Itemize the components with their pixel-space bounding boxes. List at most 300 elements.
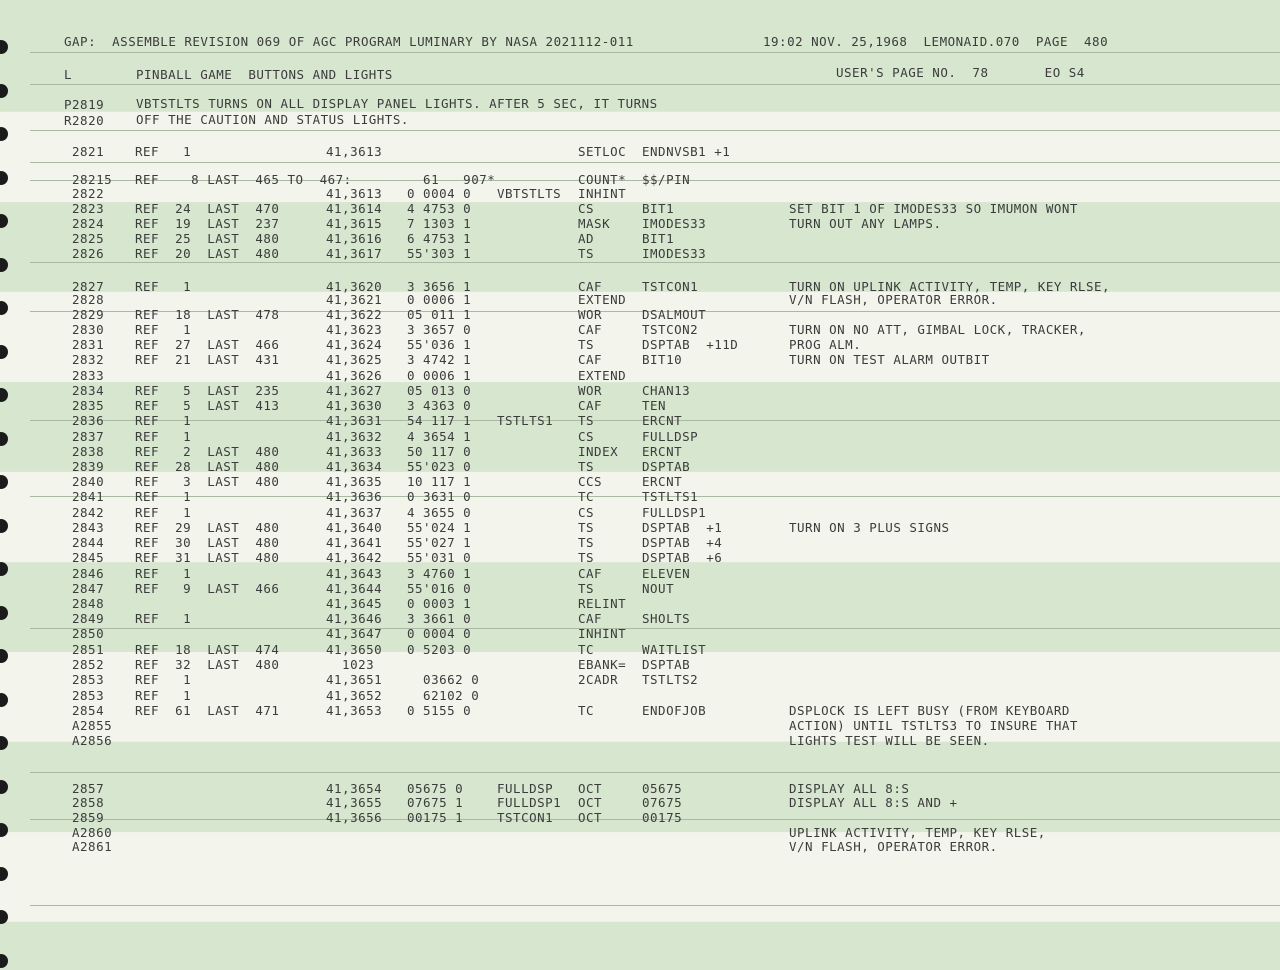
operand: TSTCON1 [642,279,699,294]
operand: ELEVEN [642,566,691,581]
line-number: 2841 [72,489,105,504]
listing-row [0,368,1280,383]
opcode: CAF [578,566,603,581]
operand: BIT1 [642,201,675,216]
comment: DISPLAY ALL 8:S [789,781,910,796]
listing-row [0,231,1280,246]
reference-info: REF 1 [135,429,192,444]
octal-code: 0 0004 0 [407,186,472,201]
feed-hole [0,910,8,924]
opcode: TS [578,246,595,261]
comment: SET BIT 1 OF IMODES33 SO IMUMON WONT [789,201,1078,216]
reference-info: REF 1 [135,413,192,428]
listing-row [0,337,1280,352]
reference-info: REF 21 LAST 431 [135,352,280,367]
opcode: OCT [578,795,603,810]
octal-code: 4 3654 1 [407,429,472,444]
listing-row [0,535,1280,550]
address: 41,3650 [326,642,383,657]
octal-code: 3 4363 0 [407,398,472,413]
octal-code: 00175 1 [407,810,464,825]
listing-row [0,839,1280,854]
address: 41,3620 [326,279,383,294]
address: 41,3630 [326,398,383,413]
address: 41,3646 [326,611,383,626]
opcode: COUNT* [578,172,627,187]
comment: PROG ALM. [789,337,862,352]
operand: FULLDSP [642,429,699,444]
opcode: CAF [578,398,603,413]
listing-row [0,718,1280,733]
address: 41,3635 [326,474,383,489]
listing-row [0,781,1280,796]
line-number: 2830 [72,322,105,337]
listing-row [0,642,1280,657]
opcode: CAF [578,322,603,337]
label: TSTCON1 [497,810,554,825]
line-number: 2848 [72,596,105,611]
line-number: 2854 [72,703,105,718]
listing-row [0,825,1280,840]
reference-info: REF 1 [135,505,192,520]
octal-code: 55'036 1 [407,337,472,352]
comment: DISPLAY ALL 8:S AND + [789,795,958,810]
octal-code: 4 4753 0 [407,201,472,216]
ruled-line [30,130,1280,131]
ruled-line [30,262,1280,263]
address: 41,3613 [326,144,383,159]
comment: LIGHTS TEST WILL BE SEEN. [789,733,990,748]
opcode: CS [578,429,595,444]
opcode: CS [578,201,595,216]
reference-info: REF 24 LAST 470 [135,201,280,216]
opcode: TC [578,642,595,657]
header-listing-marker: L [64,67,73,82]
reference-info: REF 18 LAST 478 [135,307,280,322]
reference-info: REF 25 LAST 480 [135,231,280,246]
ruled-line [30,52,1280,53]
operand: TSTCON2 [642,322,699,337]
reference-info: REF 5 LAST 413 [135,398,280,413]
header-user-page: USER'S PAGE NO. 78 EO S4 [836,65,1085,80]
line-number: 2826 [72,246,105,261]
opcode: EBANK= [578,657,627,672]
opcode: OCT [578,810,603,825]
operand: ERCNT [642,413,683,428]
reference-info: REF 1 [135,611,192,626]
listing-row [0,429,1280,444]
address: 41,3637 [326,505,383,520]
opcode: TS [578,459,595,474]
line-number: 2835 [72,398,105,413]
operand: DSPTAB +11D [642,337,739,352]
feed-hole [0,954,8,968]
operand: ERCNT [642,474,683,489]
listing-row [0,810,1280,825]
listing-row [0,474,1280,489]
octal-code: 3 3657 0 [407,322,472,337]
comment: DSPLOCK IS LEFT BUSY (FROM KEYBOARD [789,703,1070,718]
reference-info: REF 5 LAST 235 [135,383,280,398]
octal-code: 05675 0 [407,781,464,796]
address: 41,3640 [326,520,383,535]
opcode: TS [578,550,595,565]
opcode: INHINT [578,626,627,641]
listing-row [0,505,1280,520]
operand: 07675 [642,795,683,810]
line-number: A2856 [72,733,113,748]
line-number: 2850 [72,626,105,641]
label: VBTSTLTS [497,186,562,201]
opcode: TC [578,489,595,504]
operand: FULLDSP1 [642,505,707,520]
address: 41,3652 [326,688,383,703]
reference-info: REF 1 [135,489,192,504]
listing-row [0,383,1280,398]
feed-hole [0,867,8,881]
line-number: 2859 [72,810,105,825]
operand: DSPTAB [642,459,691,474]
address: 41,3632 [326,429,383,444]
address: 41,3645 [326,596,383,611]
line-number: 2833 [72,368,105,383]
line-number: 2842 [72,505,105,520]
reference-info: REF 1 [135,688,192,703]
octal-code: 0 3631 0 [407,489,472,504]
octal-code: 6 4753 1 [407,231,472,246]
listing-row [0,444,1280,459]
octal-code: 55'031 0 [407,550,472,565]
listing-row [0,201,1280,216]
operand: DSPTAB +6 [642,550,723,565]
line-number: 2853 [72,672,105,687]
line-number: 2829 [72,307,105,322]
comment: V/N FLASH, OPERATOR ERROR. [789,292,998,307]
ruled-line [30,772,1280,773]
feed-hole [0,127,8,141]
comment: TURN ON UPLINK ACTIVITY, TEMP, KEY RLSE, [789,279,1111,294]
intro-comment: VBTSTLTS TURNS ON ALL DISPLAY PANEL LIGHTS. AFTER 5 SEC, IT TURNS [136,96,658,111]
address: 41,3656 [326,810,383,825]
comment: TURN ON 3 PLUS SIGNS [789,520,950,535]
listing-row [0,566,1280,581]
octal-code: 55'027 1 [407,535,472,550]
octal-code: 3 4760 1 [407,566,472,581]
label: FULLDSP [497,781,554,796]
operand: IMODES33 [642,246,707,261]
opcode: EXTEND [578,368,627,383]
address: 41,3631 [326,413,383,428]
operand: ENDNVSB1 +1 [642,144,731,159]
listing-row [0,246,1280,261]
line-number: 2847 [72,581,105,596]
opcode: TS [578,535,595,550]
address: 41,3617 [326,246,383,261]
line-number: A2860 [72,825,113,840]
listing-row [0,550,1280,565]
opcode: TS [578,520,595,535]
opcode: SETLOC [578,144,627,159]
operand: TSTLTS2 [642,672,699,687]
line-number: A2855 [72,718,113,733]
line-number: 2857 [72,781,105,796]
octal-code: 3 3661 0 [407,611,472,626]
label: FULLDSP1 [497,795,562,810]
comment: ACTION) UNTIL TSTLTS3 TO INSURE THAT [789,718,1078,733]
listing-row [0,596,1280,611]
octal-code: 4 3655 0 [407,505,472,520]
operand: BIT10 [642,352,683,367]
opcode: TS [578,413,595,428]
listing-row [0,733,1280,748]
address: 41,3643 [326,566,383,581]
feed-hole [0,40,8,54]
opcode: CAF [578,611,603,626]
line-number: A2861 [72,839,113,854]
operand: 00175 [642,810,683,825]
address: 41,3625 [326,352,383,367]
octal-code: 7 1303 1 [407,216,472,231]
line-number: 2831 [72,337,105,352]
octal-code: 0 0006 1 [407,368,472,383]
reference-info: REF 61 LAST 471 [135,703,280,718]
intro-line-number: P2819 [64,97,105,112]
line-number: 2838 [72,444,105,459]
address: 41,3642 [326,550,383,565]
comment: TURN ON NO ATT, GIMBAL LOCK, TRACKER, [789,322,1086,337]
line-number: 2843 [72,520,105,535]
address: 41,3647 [326,626,383,641]
reference-info: REF 9 LAST 466 [135,581,280,596]
octal-code: 0 0006 1 [407,292,472,307]
operand: DSALMOUT [642,307,707,322]
address: 41,3614 [326,201,383,216]
octal-code: 05 011 1 [407,307,472,322]
reference-info: REF 1 [135,144,192,159]
address: 41,3633 [326,444,383,459]
operand: SHOLTS [642,611,691,626]
comment: TURN ON TEST ALARM OUTBIT [789,352,990,367]
reference-info: REF 1 [135,672,192,687]
opcode: CAF [578,279,603,294]
listing-row [0,520,1280,535]
operand: TEN [642,398,667,413]
listing-row [0,352,1280,367]
listing-row [0,688,1280,703]
address: 41,3641 [326,535,383,550]
opcode: TC [578,703,595,718]
line-number: 2844 [72,535,105,550]
opcode: INDEX [578,444,619,459]
operand: BIT1 [642,231,675,246]
octal-code: 55'024 1 [407,520,472,535]
octal-code: 0 5155 0 [407,703,472,718]
listing-row [0,216,1280,231]
opcode: TS [578,337,595,352]
line-number: 2852 [72,657,105,672]
octal-code: 0 0004 0 [407,626,472,641]
reference-info: REF 32 LAST 480 [135,657,280,672]
reference-info: REF 29 LAST 480 [135,520,280,535]
octal-code: 07675 1 [407,795,464,810]
address: 41,3634 [326,459,383,474]
operand: DSPTAB +1 [642,520,723,535]
octal-code: 10 117 1 [407,474,472,489]
opcode: CS [578,505,595,520]
line-number: 2851 [72,642,105,657]
line-number: 2840 [72,474,105,489]
opcode: AD [578,231,595,246]
ruled-line [30,905,1280,906]
line-number: 2821 [72,144,105,159]
line-number: 2837 [72,429,105,444]
operand: 05675 [642,781,683,796]
listing-row [0,172,1280,187]
intro-comment: OFF THE CAUTION AND STATUS LIGHTS. [136,112,409,127]
line-number: 2825 [72,231,105,246]
reference-info: REF 2 LAST 480 [135,444,280,459]
operand: NOUT [642,581,675,596]
octal-code: 05 013 0 [407,383,472,398]
octal-code: 62102 0 [407,688,480,703]
opcode: 2CADR [578,672,619,687]
reference-info: REF 31 LAST 480 [135,550,280,565]
address: 41,3644 [326,581,383,596]
reference-info: REF 18 LAST 474 [135,642,280,657]
listing-row [0,413,1280,428]
listing-row [0,489,1280,504]
header-program-line: GAP: ASSEMBLE REVISION 069 OF AGC PROGRAM LUMINARY BY NASA 2021112-011 [64,34,634,49]
reference-info: REF 27 LAST 466 [135,337,280,352]
address: 41,3651 [326,672,383,687]
address: 41,3655 [326,795,383,810]
listing-row [0,307,1280,322]
reference-info: REF 19 LAST 237 [135,216,280,231]
operand: $$/PIN [642,172,691,187]
reference-info: REF 3 LAST 480 [135,474,280,489]
address: 41,3624 [326,337,383,352]
line-number: 2822 [72,186,105,201]
reference-info: REF 8 LAST 465 TO 467: [135,172,352,187]
address: 41,3653 [326,703,383,718]
line-number: 28215 [72,172,113,187]
comment: TURN OUT ANY LAMPS. [789,216,942,231]
listing-row [0,322,1280,337]
reference-info: REF 1 [135,279,192,294]
line-number: 2858 [72,795,105,810]
line-number: 2845 [72,550,105,565]
opcode: RELINT [578,596,627,611]
line-number: 2834 [72,383,105,398]
opcode: CCS [578,474,603,489]
listing-row [0,795,1280,810]
line-number: 2836 [72,413,105,428]
comment: V/N FLASH, OPERATOR ERROR. [789,839,998,854]
listing-row [0,581,1280,596]
address: 41,3622 [326,307,383,322]
listing-row [0,292,1280,307]
line-number: 2849 [72,611,105,626]
address: 41,3613 [326,186,383,201]
operand: ENDOFJOB [642,703,707,718]
opcode: EXTEND [578,292,627,307]
line-number: 2827 [72,279,105,294]
opcode: CAF [578,352,603,367]
address: 41,3627 [326,383,383,398]
reference-info: REF 28 LAST 480 [135,459,280,474]
header-date-page: 19:02 NOV. 25,1968 LEMONAID.070 PAGE 480 [763,34,1109,49]
opcode: OCT [578,781,603,796]
address: 41,3616 [326,231,383,246]
listing-row [0,657,1280,672]
octal-code: 55'016 0 [407,581,472,596]
label: TSTLTS1 [497,413,554,428]
opcode: WOR [578,307,603,322]
operand: CHAN13 [642,383,691,398]
octal-code: 0 0003 1 [407,596,472,611]
octal-code: 0 5203 0 [407,642,472,657]
intro-line-number: R2820 [64,113,105,128]
header-section-title: PINBALL GAME BUTTONS AND LIGHTS [136,67,393,82]
listing-row [0,144,1280,159]
address: 41,3623 [326,322,383,337]
address: 41,3636 [326,489,383,504]
comment: UPLINK ACTIVITY, TEMP, KEY RLSE, [789,825,1046,840]
octal-code: 61 907* [407,172,496,187]
line-number: 2839 [72,459,105,474]
address: 41,3626 [326,368,383,383]
operand: DSPTAB +4 [642,535,723,550]
line-number: 2846 [72,566,105,581]
line-number: 2828 [72,292,105,307]
address: 41,3654 [326,781,383,796]
operand: WAITLIST [642,642,707,657]
line-number: 2823 [72,201,105,216]
listing-row [0,626,1280,641]
address: 41,3621 [326,292,383,307]
line-number: 2832 [72,352,105,367]
feed-hole [0,84,8,98]
octal-code: 3 4742 1 [407,352,472,367]
line-number: 2824 [72,216,105,231]
listing-row [0,703,1280,718]
listing-row [0,398,1280,413]
operand: TSTLTS1 [642,489,699,504]
listing-row [0,611,1280,626]
opcode: WOR [578,383,603,398]
opcode: INHINT [578,186,627,201]
octal-code: 50 117 0 [407,444,472,459]
listing-row [0,459,1280,474]
reference-info: REF 1 [135,566,192,581]
octal-code: 03662 0 [407,672,480,687]
operand: IMODES33 [642,216,707,231]
octal-code: 54 117 1 [407,413,472,428]
line-number: 2853 [72,688,105,703]
octal-code: 55'303 1 [407,246,472,261]
operand: ERCNT [642,444,683,459]
reference-info: REF 1 [135,322,192,337]
address: 41,3615 [326,216,383,231]
reference-info: REF 20 LAST 480 [135,246,280,261]
ruled-line [30,84,1280,85]
octal-code: 55'023 0 [407,459,472,474]
address: 1023 [326,657,375,672]
listing-row [0,672,1280,687]
ruled-line [30,162,1280,163]
reference-info: REF 30 LAST 480 [135,535,280,550]
opcode: TS [578,581,595,596]
